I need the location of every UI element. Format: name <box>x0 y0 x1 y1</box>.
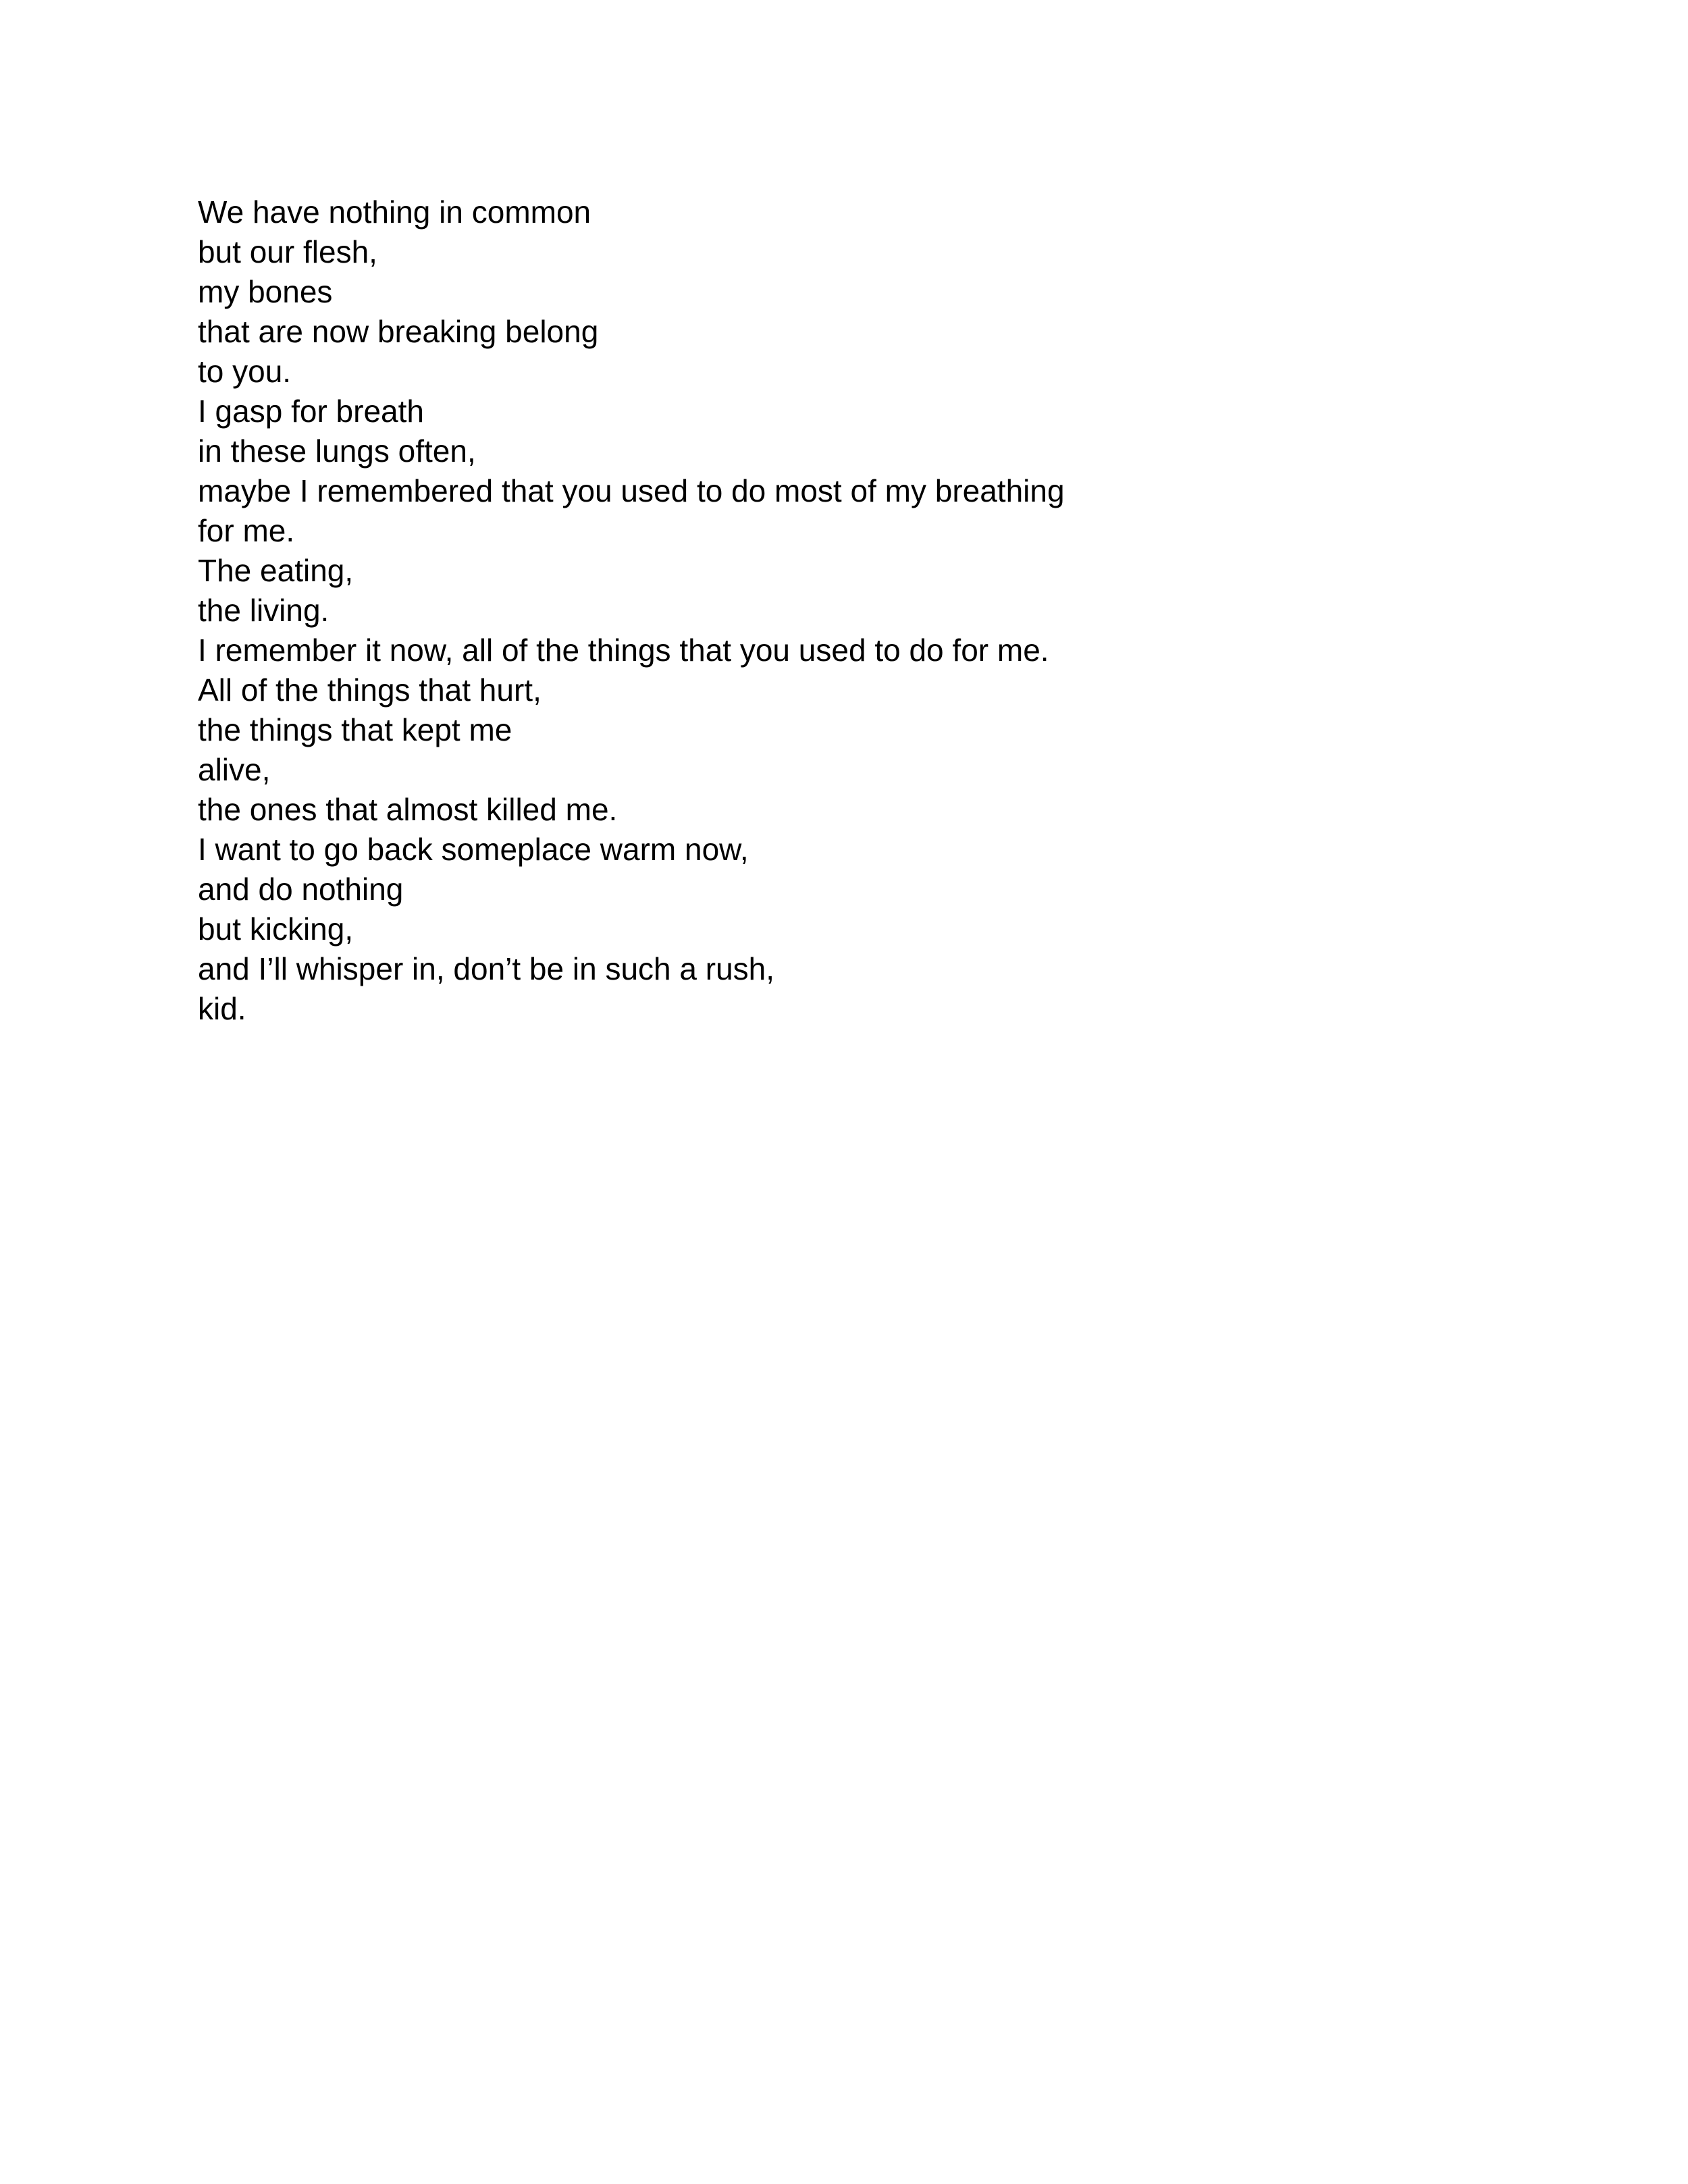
poem-line-10: The eating, <box>198 553 354 588</box>
poem-line-17: I want to go back someplace warm now, <box>198 832 749 867</box>
poem-line-20: and I’ll whisper in, don’t be in such a rush, <box>198 951 775 986</box>
poem-line-2: but our flesh, <box>198 234 377 269</box>
poem-line-6: I gasp for breath <box>198 394 424 429</box>
poem-line-16: the ones that almost killed me. <box>198 792 618 827</box>
poem-text <box>198 192 1065 1029</box>
poem-line-12: I remember it now, all of the things that you used to do for me. <box>198 633 1049 668</box>
poem-line-1: We have nothing in common <box>198 194 591 230</box>
poem-line-15: alive, <box>198 752 271 787</box>
poem-line-21: kid. <box>198 991 246 1026</box>
poem-line-8: maybe I remembered that you used to do most of my breathing <box>198 473 1065 508</box>
poem-line-5: to you. <box>198 354 292 389</box>
poem-line-19: but kicking, <box>198 911 354 947</box>
poem-line-7: in these lungs often, <box>198 433 476 469</box>
poem-line-4: that are now breaking belong <box>198 314 599 349</box>
poem-line-14: the things that kept me <box>198 712 512 747</box>
poem-line-13: All of the things that hurt, <box>198 672 542 708</box>
poem-line-3: my bones <box>198 274 333 309</box>
poem-line-9: for me. <box>198 513 295 548</box>
poem-line-18: and do nothing <box>198 872 404 907</box>
poem-line-11: the living. <box>198 593 329 628</box>
